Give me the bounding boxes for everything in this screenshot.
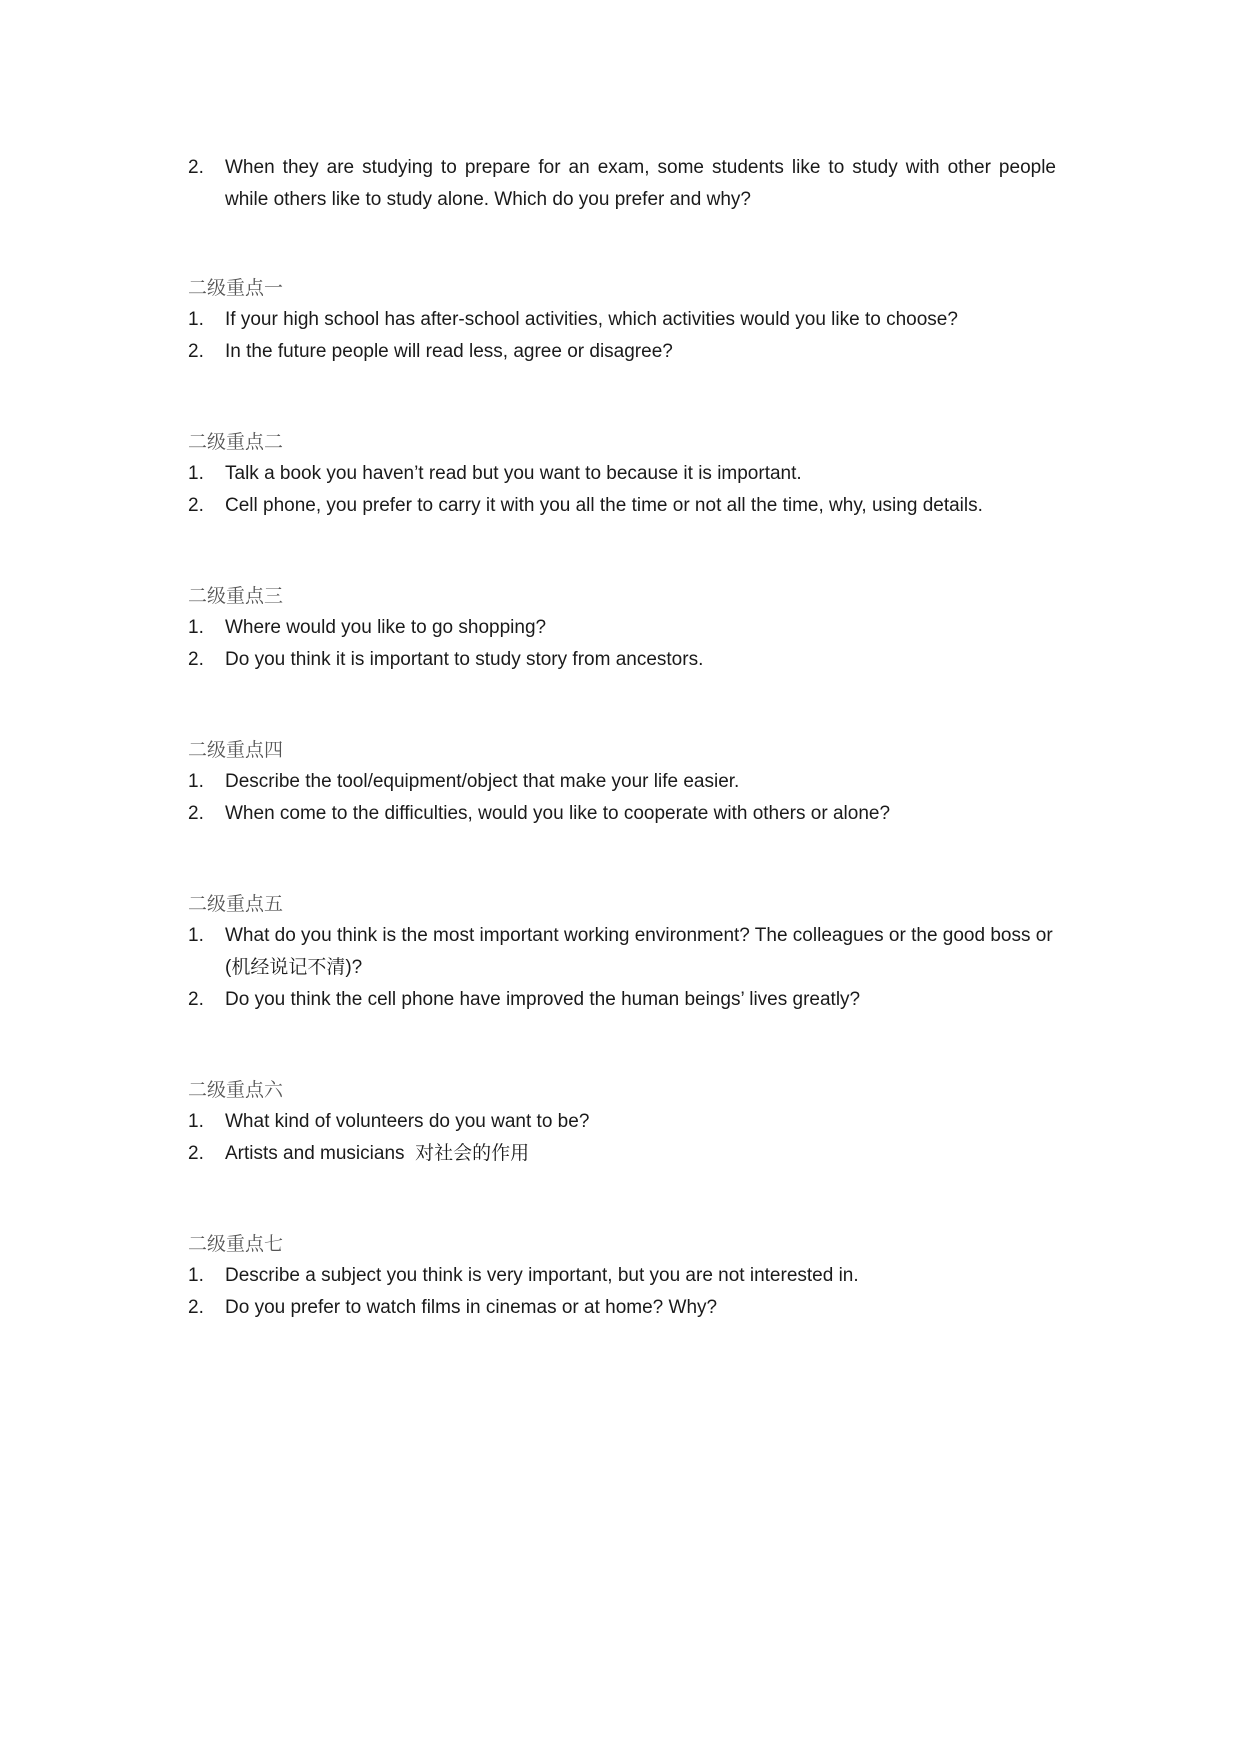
list-item-text: What kind of volunteers do you want to be? xyxy=(225,1111,590,1132)
list-item-number: 2. xyxy=(188,803,204,824)
section-4 xyxy=(188,734,1056,830)
section-heading: 二级重点二 xyxy=(188,431,284,453)
list-item xyxy=(188,1292,1056,1324)
list-item xyxy=(188,920,1056,984)
section-heading: 二级重点五 xyxy=(188,893,284,915)
section-heading: 二级重点三 xyxy=(188,585,284,607)
list-item-text: Cell phone, you prefer to carry it with you all the time or not all the time, why, using details. xyxy=(225,495,983,516)
section-5 xyxy=(188,888,1056,1016)
list-item-text: In the future people will read less, agree or disagree? xyxy=(225,341,673,362)
list-item xyxy=(188,644,1056,676)
section-2 xyxy=(188,426,1056,522)
list-item-text: Describe a subject you think is very important, but you are not interested in. xyxy=(225,1265,859,1286)
list-item-number: 1. xyxy=(188,1111,204,1132)
list-item-text: Do you prefer to watch films in cinemas or at home? Why? xyxy=(225,1297,718,1318)
list-item-text: Do you think it is important to study story from ancestors. xyxy=(225,649,704,670)
list-item xyxy=(188,336,1056,368)
list-item-number: 2. xyxy=(188,495,204,516)
list-item-text: If your high school has after-school activities, which activities would you like to choose? xyxy=(225,309,958,330)
list-item xyxy=(188,984,1056,1016)
list-item-number: 2. xyxy=(188,341,204,362)
list-item-number: 2. xyxy=(188,989,204,1010)
section-heading: 二级重点四 xyxy=(188,739,284,761)
list-item-text: Do you think the cell phone have improved the human beings’ lives greatly? xyxy=(225,989,861,1010)
section-heading: 二级重点一 xyxy=(188,277,284,299)
intro-list-item xyxy=(188,152,1056,216)
list-item-number: 2. xyxy=(188,157,204,178)
list-item-number: 1. xyxy=(188,617,204,638)
section-heading: 二级重点七 xyxy=(188,1233,284,1255)
list-item-text: When they are studying to prepare for an exam, some students like to study with other people while others like to study alone. Which do you prefer and why? xyxy=(225,157,1056,210)
list-item xyxy=(188,1138,1056,1170)
list-item xyxy=(188,304,1056,336)
list-item xyxy=(188,458,1056,490)
list-item xyxy=(188,490,1056,522)
list-item xyxy=(188,612,1056,644)
document-content xyxy=(188,152,1056,1324)
list-item xyxy=(188,1260,1056,1292)
list-item-number: 1. xyxy=(188,925,204,946)
list-item-text: When come to the difficulties, would you like to cooperate with others or alone? xyxy=(225,803,891,824)
list-item-number: 2. xyxy=(188,649,204,670)
list-item xyxy=(188,766,1056,798)
list-item-number: 1. xyxy=(188,1265,204,1286)
section-heading: 二级重点六 xyxy=(188,1079,284,1101)
list-item-text: Describe the tool/equipment/object that make your life easier. xyxy=(225,771,740,792)
section-1 xyxy=(188,272,1056,368)
list-item-number: 2. xyxy=(188,1297,204,1318)
section-6 xyxy=(188,1074,1056,1170)
list-item-number: 1. xyxy=(188,771,204,792)
list-item-number: 2. xyxy=(188,1143,204,1164)
list-item-text: What do you think is the most important working environment? The colleagues or the good boss or (机经说记不清)? xyxy=(225,925,1053,978)
list-item-number: 1. xyxy=(188,463,204,484)
list-item-text: Artists and musicians 对社会的作用 xyxy=(225,1143,530,1164)
list-item-text: Where would you like to go shopping? xyxy=(225,617,547,638)
list-item xyxy=(188,1106,1056,1138)
list-item-text: Talk a book you haven’t read but you want to because it is important. xyxy=(225,463,802,484)
section-7 xyxy=(188,1228,1056,1324)
section-3 xyxy=(188,580,1056,676)
list-item-number: 1. xyxy=(188,309,204,330)
list-item xyxy=(188,798,1056,830)
